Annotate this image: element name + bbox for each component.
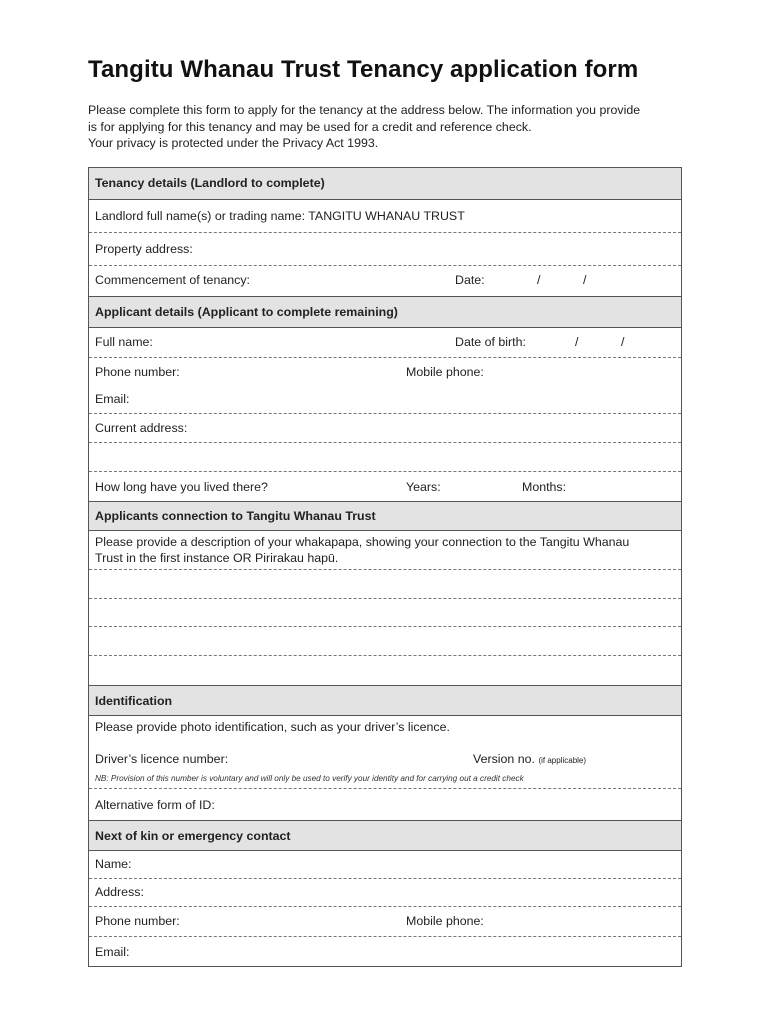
connection-line[interactable] bbox=[89, 656, 681, 685]
intro-line-3: Your privacy is protected under the Privacy Act 1993. bbox=[88, 136, 379, 150]
property-address-field[interactable] bbox=[89, 233, 681, 266]
identification-heading: Identification bbox=[95, 694, 173, 708]
intro-text bbox=[88, 102, 688, 152]
licence-number-label: Driver’s licence number: bbox=[95, 752, 229, 766]
full-name-label: Full name: bbox=[95, 335, 153, 349]
current-address-row[interactable] bbox=[89, 414, 681, 443]
landlord-name-field[interactable] bbox=[89, 200, 681, 233]
email-row[interactable] bbox=[89, 386, 681, 414]
identification-instruction-row bbox=[89, 716, 681, 746]
months-label: Months: bbox=[522, 480, 567, 494]
form-title: Tangitu Whanau Trust Tenancy application form bbox=[88, 56, 639, 83]
section-identification bbox=[89, 685, 681, 716]
next-of-kin-heading: Next of kin or emergency contact bbox=[95, 829, 291, 843]
mobile-phone-label: Mobile phone: bbox=[406, 365, 484, 379]
identification-instruction: Please provide photo identification, such as your driver’s licence. bbox=[95, 720, 450, 734]
current-address-line-2[interactable] bbox=[89, 443, 681, 472]
date-separator: / bbox=[537, 273, 541, 287]
tenancy-heading: Tenancy details (Landlord to complete) bbox=[95, 176, 325, 190]
kin-name-label: Name: bbox=[95, 857, 132, 871]
phone-row[interactable] bbox=[89, 358, 681, 386]
date-of-birth-label: Date of birth: bbox=[455, 335, 526, 349]
date-separator: / bbox=[575, 335, 579, 349]
kin-address-row[interactable] bbox=[89, 879, 681, 907]
connection-description-line-2: Trust in the first instance OR Pirirakau hapū. bbox=[95, 551, 339, 565]
property-address-label: Property address: bbox=[95, 242, 193, 256]
landlord-name-label: Landlord full name(s) or trading name: TANGITU WHANAU TRUST bbox=[95, 209, 465, 223]
commencement-date-label: Date: bbox=[455, 273, 485, 287]
section-connection bbox=[89, 501, 681, 531]
connection-line[interactable] bbox=[89, 599, 681, 627]
licence-nb-row bbox=[89, 774, 681, 789]
alternative-id-row[interactable] bbox=[89, 789, 681, 820]
section-applicant-details bbox=[89, 296, 681, 328]
intro-line-1: Please complete this form to apply for the tenancy at the address below. The information you provide bbox=[88, 103, 641, 117]
kin-phone-row[interactable] bbox=[89, 907, 681, 937]
years-label: Years: bbox=[406, 480, 441, 494]
kin-mobile-label: Mobile phone: bbox=[406, 914, 484, 928]
connection-line[interactable] bbox=[89, 627, 681, 656]
kin-name-row[interactable] bbox=[89, 851, 681, 879]
current-address-label: Current address: bbox=[95, 421, 188, 435]
connection-heading: Applicants connection to Tangitu Whanau Trust bbox=[95, 509, 376, 523]
date-separator: / bbox=[583, 273, 587, 287]
email-label: Email: bbox=[95, 392, 130, 406]
version-number-label: Version no. (if applicable) bbox=[473, 752, 587, 766]
alternative-id-label: Alternative form of ID: bbox=[95, 798, 215, 812]
licence-nb-text: NB: Provision of this number is voluntary and will only be used to verify your identity and for carrying out a credit check bbox=[95, 774, 524, 783]
kin-email-label: Email: bbox=[95, 945, 130, 959]
kin-email-row[interactable] bbox=[89, 937, 681, 966]
date-separator: / bbox=[621, 335, 625, 349]
how-long-row[interactable] bbox=[89, 472, 681, 501]
intro-line-2: is for applying for this tenancy and may be used for a credit and reference check. bbox=[88, 119, 532, 134]
phone-number-label: Phone number: bbox=[95, 365, 180, 379]
connection-description-line-1: Please provide a description of your whakapapa, showing your connection to the Tangitu Whanau bbox=[95, 535, 630, 549]
version-note: (if applicable) bbox=[538, 756, 587, 765]
how-long-label: How long have you lived there? bbox=[95, 480, 268, 494]
full-name-row[interactable] bbox=[89, 328, 681, 358]
connection-line[interactable] bbox=[89, 570, 681, 599]
application-form bbox=[88, 167, 682, 967]
commencement-label: Commencement of tenancy: bbox=[95, 273, 250, 287]
commencement-row bbox=[89, 266, 681, 296]
section-next-of-kin bbox=[89, 820, 681, 851]
connection-description-row[interactable] bbox=[89, 531, 681, 570]
kin-address-label: Address: bbox=[95, 885, 144, 899]
applicant-heading: Applicant details (Applicant to complete remaining) bbox=[95, 305, 398, 319]
licence-row[interactable] bbox=[89, 746, 681, 774]
section-tenancy-details bbox=[89, 168, 681, 200]
kin-phone-label: Phone number: bbox=[95, 914, 180, 928]
